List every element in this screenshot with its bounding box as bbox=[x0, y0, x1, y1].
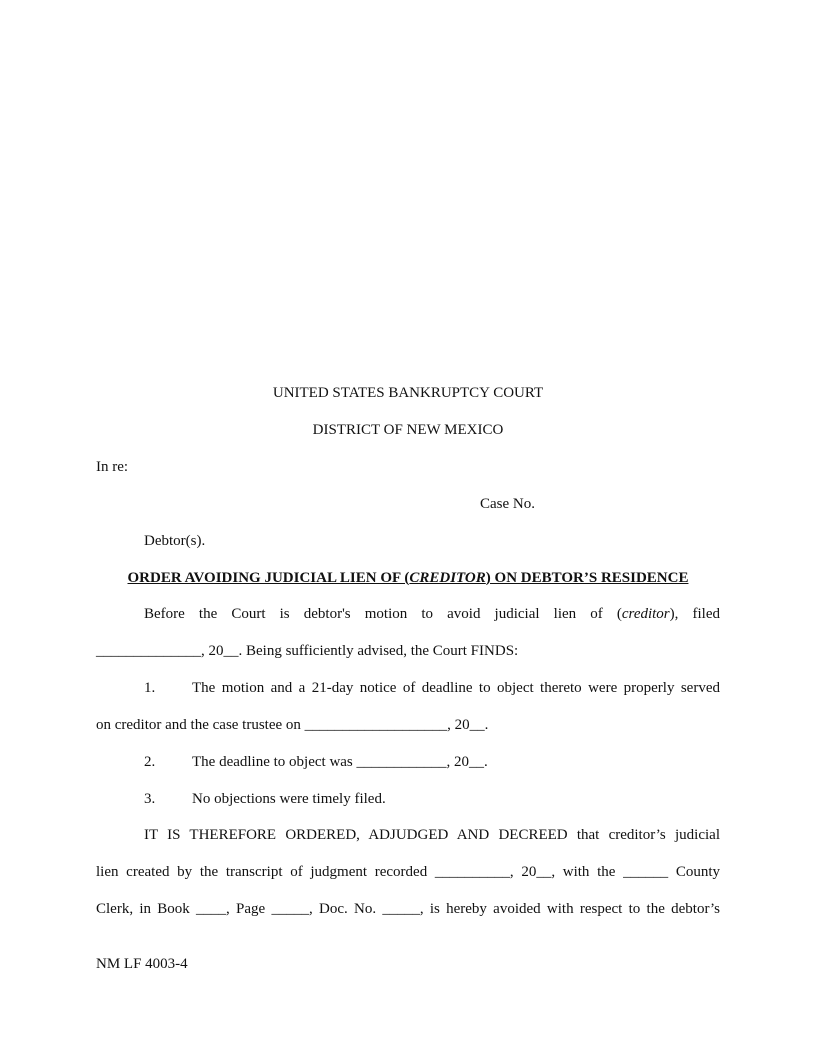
order-title-part2: ) ON DEBTOR’S RESIDENCE bbox=[485, 570, 689, 586]
court-name: UNITED STATES BANKRUPTCY COURT bbox=[272, 385, 544, 401]
intro-line-2: ______________, 20__. Being sufficiently advised, the Court FINDS: bbox=[96, 643, 519, 659]
intro-line-1 bbox=[96, 605, 720, 623]
order-title-creditor: CREDITOR bbox=[409, 570, 486, 586]
finding-3 bbox=[144, 790, 386, 808]
finding-1-line-2: on creditor and the case trustee on ___________________, 20__. bbox=[96, 717, 489, 733]
finding-2 bbox=[144, 753, 488, 771]
intro-creditor: creditor bbox=[621, 606, 670, 622]
finding-2-number: 2. bbox=[144, 754, 156, 770]
order-title bbox=[0, 569, 816, 587]
in-re-label: In re: bbox=[96, 459, 129, 475]
order-title-part1: ORDER AVOIDING JUDICIAL LIEN OF ( bbox=[127, 570, 410, 586]
form-id-footer: NM LF 4003-4 bbox=[96, 956, 188, 972]
court-district: DISTRICT OF NEW MEXICO bbox=[312, 422, 504, 438]
finding-1 bbox=[96, 679, 720, 697]
finding-1-text: The motion and a 21-day notice of deadline to object thereto were properly served bbox=[192, 680, 720, 696]
order-line-1: IT IS THEREFORE ORDERED, ADJUDGED AND DECREED that creditor’s judicial bbox=[144, 827, 720, 843]
finding-2-text: The deadline to object was ____________, 20__. bbox=[192, 754, 488, 770]
finding-1-number: 1. bbox=[144, 680, 156, 696]
debtor-label: Debtor(s). bbox=[144, 533, 206, 549]
order-line-3: Clerk, in Book ____, Page _____, Doc. No. _____, is hereby avoided with respect to the debtor’s bbox=[96, 901, 720, 917]
intro-text-a: Before the Court is debtor's motion to avoid judicial lien of ( bbox=[144, 606, 622, 622]
case-number-label: Case No. bbox=[480, 496, 535, 512]
intro-text-b: ), filed bbox=[669, 606, 721, 622]
finding-3-number: 3. bbox=[144, 791, 156, 807]
finding-3-text: No objections were timely filed. bbox=[192, 791, 386, 807]
order-line-2: lien created by the transcript of judgment recorded __________, 20__, with the ______ County bbox=[96, 864, 720, 880]
